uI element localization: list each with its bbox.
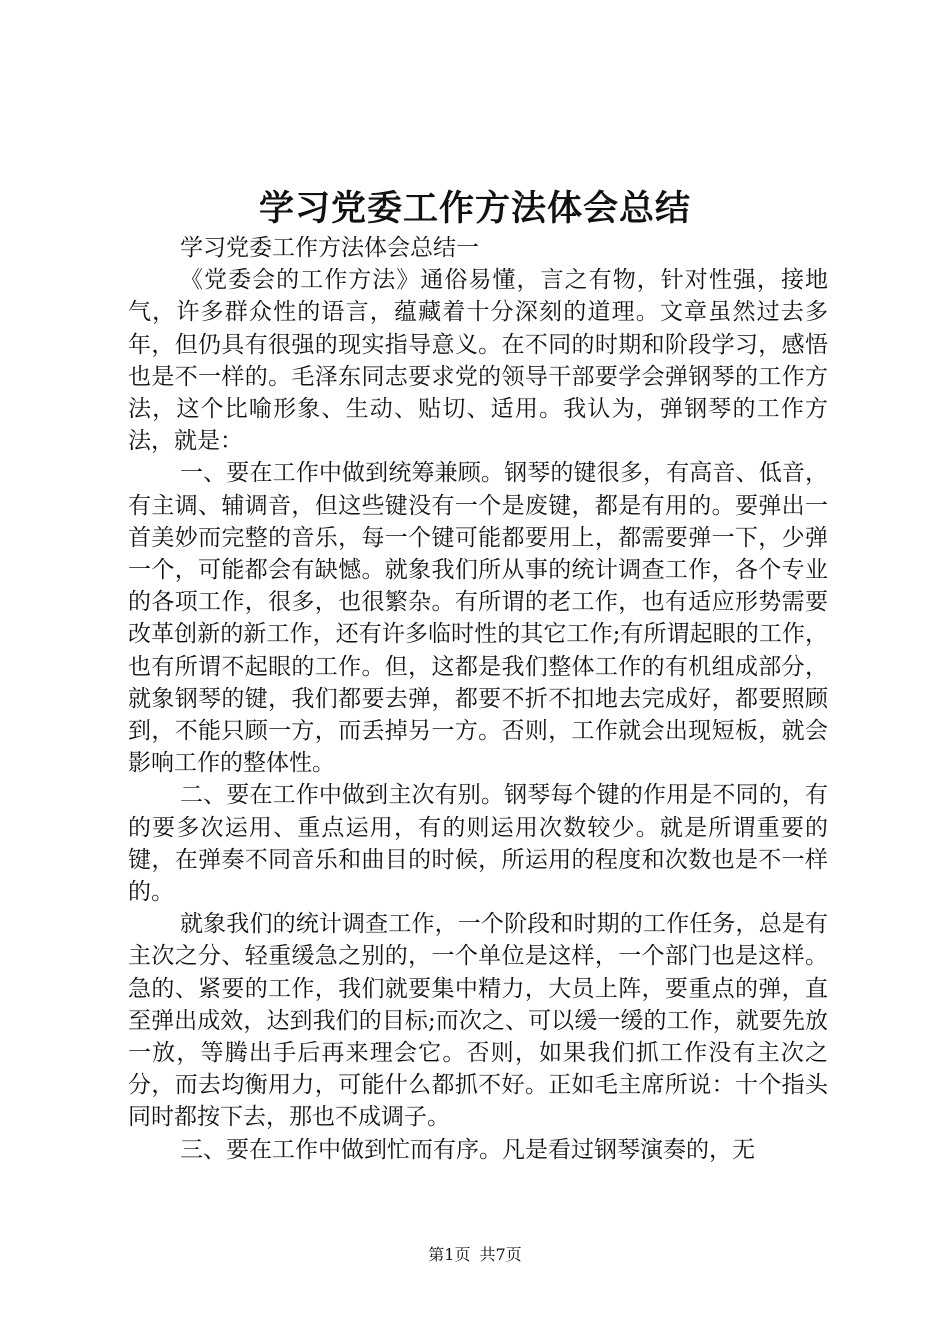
- paragraph-point-two: 二、要在工作中做到主次有别。钢琴每个键的作用是不同的，有的要多次运用、重点运用，有的则运用次数较少。就是所谓重要的键，在弹奏不同音乐和曲目的时候，所运用的程度和次数也是不一样的。: [128, 782, 828, 906]
- document-title: 学习党委工作方法体会总结: [258, 188, 691, 229]
- paragraph-point-three: 三、要在工作中做到忙而有序。凡是看过钢琴演奏的，无: [180, 1136, 755, 1163]
- paragraph-subtitle: 学习党委工作方法体会总结一: [180, 235, 479, 261]
- page-footer: 第1页 共7页: [428, 1245, 522, 1264]
- paragraph-point-two-detail: 就象我们的统计调查工作，一个阶段和时期的工作任务，总是有主次之分、轻重缓急之别的，一个单位是这样，一个部门也是这样。急的、紧要的工作，我们就要集中精力，大员上阵，要重点的弹，直至弹出成效，达到我们的目标;而次之、可以缓一缓的工作，就要先放一放，等腾出手后再来理会它。否则，如果我们抓工作没有主次之分，而去均衡用力，可能什么都抓不好。正如毛主席所说：十个指头同时都按下去，那也不成调子。: [128, 911, 828, 1131]
- paragraph-point-one: 一、要在工作中做到统筹兼顾。钢琴的键很多，有高音、低音，有主调、辅调音，但这些键没有一个是废键，都是有用的。要弹出一首美妙而完整的音乐，每一个键可能都要用上，都需要弹一下，少弹一个，可能都会有缺憾。就象我们所从事的统计调查工作，各个专业的各项工作，很多，也很繁杂。有所谓的老工作，也有适应形势需要改革创新的新工作，还有许多临时性的其它工作;有所谓起眼的工作，也有所谓不起眼的工作。但，这都是我们整体工作的有机组成部分，就象钢琴的键，我们都要去弹，都要不折不扣地去完成好，都要照顾到，不能只顾一方，而丢掉另一方。否则，工作就会出现短板，就会影响工作的整体性。: [128, 460, 828, 777]
- paragraph-intro: 《党委会的工作方法》通俗易懂，言之有物，针对性强，接地气，许多群众性的语言，蕴藏着十分深刻的道理。文章虽然过去多年，但仍具有很强的现实指导意义。在不同的时期和阶段学习，感悟也是不一样的。毛泽东同志要求党的领导干部要学会弹钢琴的工作方法，这个比喻形象、生动、贴切、适用。我认为，弹钢琴的工作方法，就是：: [128, 267, 828, 455]
- document-body: [128, 232, 828, 1166]
